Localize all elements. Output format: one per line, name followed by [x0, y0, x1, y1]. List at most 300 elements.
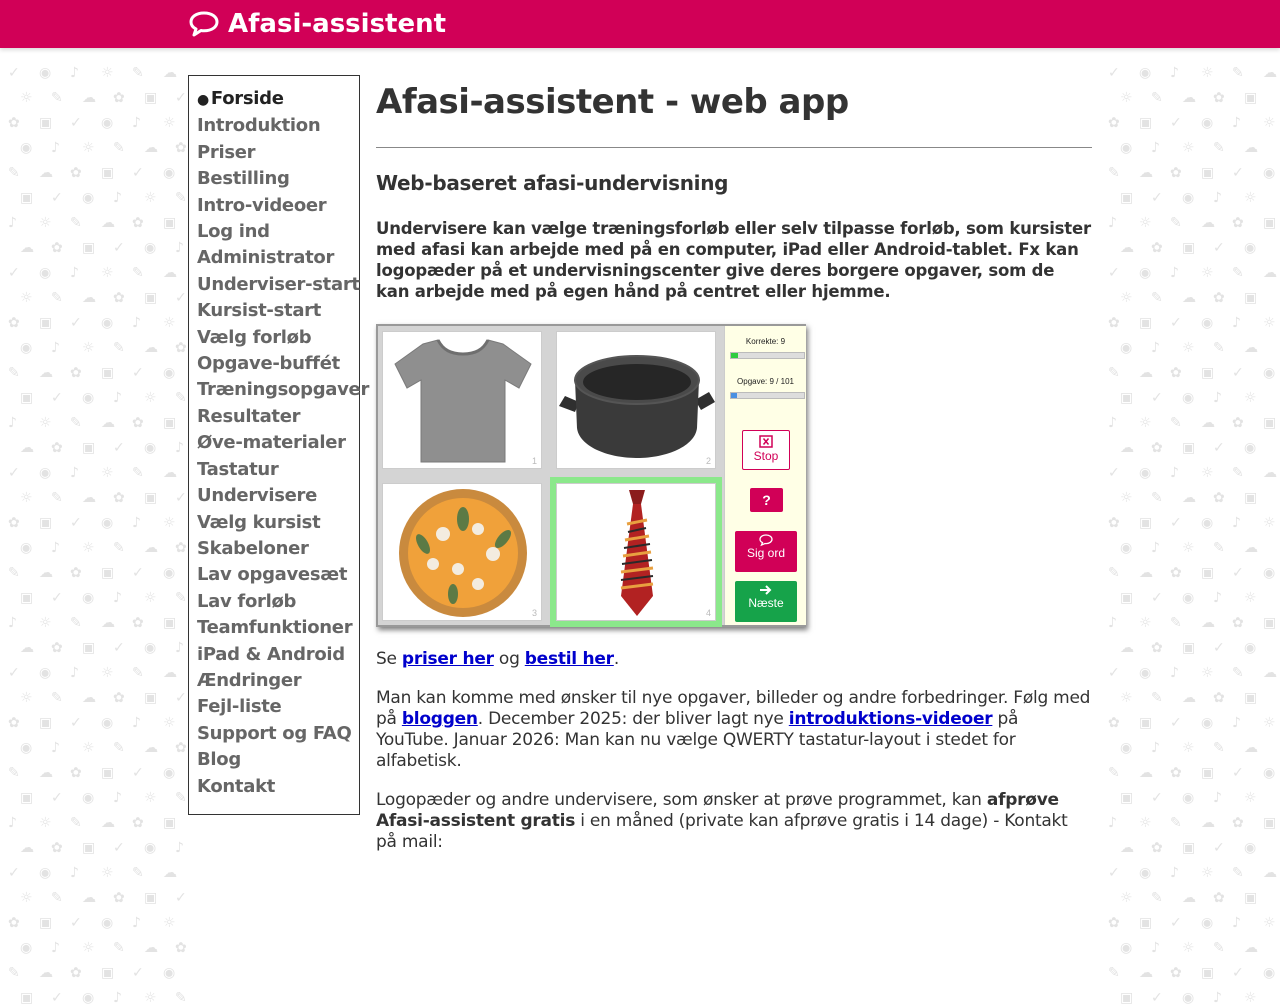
- pattern-glyph-icon: ☼: [1201, 665, 1214, 681]
- prices-paragraph: [376, 649, 1092, 670]
- pattern-glyph-icon: ☁: [144, 340, 158, 356]
- pattern-glyph-icon: ☁: [101, 815, 115, 831]
- pattern-glyph-icon: ☼: [1120, 290, 1133, 306]
- pattern-glyph-icon: ☼: [144, 590, 157, 606]
- pattern-glyph-icon: ▣: [1139, 715, 1153, 731]
- pattern-glyph-icon: ▣: [1182, 440, 1196, 456]
- nav-item-tastatur[interactable]: [197, 457, 359, 483]
- pattern-glyph-icon: ☁: [82, 890, 96, 906]
- pattern-glyph-icon: ◉: [1244, 240, 1257, 256]
- pattern-glyph-icon: ◉: [82, 590, 95, 606]
- pattern-glyph-icon: ✓: [1151, 990, 1163, 1006]
- pattern-glyph-icon: ✎: [1108, 365, 1120, 381]
- pattern-glyph-icon: ☼: [163, 315, 176, 331]
- intro-videos-link[interactable]: introduktions-videoer: [788, 709, 993, 729]
- correct-counter: Korrekte: 9: [745, 337, 786, 346]
- pattern-glyph-icon: ♪: [1151, 140, 1160, 156]
- pattern-glyph-icon: ♪: [1151, 740, 1160, 756]
- pattern-glyph-icon: ☼: [1182, 340, 1195, 356]
- pattern-glyph-icon: ☼: [163, 915, 176, 931]
- pattern-glyph-icon: ✓: [1108, 865, 1120, 881]
- pattern-glyph-icon: ☼: [101, 465, 114, 481]
- pattern-glyph-icon: ✎: [132, 265, 144, 281]
- pattern-glyph-icon: ✓: [70, 115, 82, 131]
- pattern-glyph-icon: ☼: [1201, 865, 1214, 881]
- pattern-glyph-icon: ☼: [1263, 515, 1276, 531]
- pattern-glyph-icon: ☼: [101, 665, 114, 681]
- pattern-glyph-icon: ✿: [1213, 690, 1225, 706]
- pattern-glyph-icon: ✎: [1170, 615, 1182, 631]
- pattern-glyph-icon: ▣: [1120, 190, 1134, 206]
- pattern-glyph-icon: ☁: [163, 265, 177, 281]
- pattern-glyph-icon: ♪: [132, 715, 141, 731]
- nav-item-vælg-kursist[interactable]: [197, 510, 359, 536]
- pattern-glyph-icon: ◉: [101, 315, 114, 331]
- pattern-glyph-icon: ✓: [175, 890, 187, 906]
- pattern-glyph-icon: ♪: [1232, 315, 1241, 331]
- pattern-glyph-icon: ♪: [1170, 465, 1179, 481]
- tile-pot: [556, 331, 716, 469]
- nav-item-træningsopgaver[interactable]: [197, 377, 370, 403]
- pattern-glyph-icon: ✿: [175, 340, 187, 356]
- pattern-glyph-icon: ✎: [51, 490, 63, 506]
- pattern-glyph-icon: ☁: [163, 65, 177, 81]
- pattern-glyph-icon: ♪: [175, 840, 184, 856]
- pattern-glyph-icon: ◉: [1201, 715, 1214, 731]
- pattern-glyph-icon: ✓: [1232, 965, 1244, 981]
- pattern-glyph-icon: ✿: [70, 565, 82, 581]
- pattern-glyph-icon: ▣: [1201, 565, 1215, 581]
- pattern-glyph-icon: ▣: [20, 990, 34, 1006]
- pattern-glyph-icon: ✿: [1108, 315, 1120, 331]
- pattern-glyph-icon: ✿: [51, 840, 63, 856]
- nav-item-ændringer[interactable]: [197, 668, 359, 694]
- pattern-glyph-icon: ☼: [144, 790, 157, 806]
- pattern-glyph-icon: ✎: [8, 165, 20, 181]
- pattern-glyph-icon: ♪: [51, 940, 60, 956]
- pattern-glyph-icon: ☁: [20, 840, 34, 856]
- pattern-glyph-icon: ☼: [1139, 215, 1152, 231]
- pattern-glyph-icon: ☼: [1182, 540, 1195, 556]
- pattern-glyph-icon: ✿: [1151, 840, 1163, 856]
- pattern-glyph-icon: ◉: [82, 790, 95, 806]
- prices-link[interactable]: priser her: [401, 649, 494, 669]
- pattern-glyph-icon: ♪: [1232, 715, 1241, 731]
- pattern-glyph-icon: ☁: [39, 365, 53, 381]
- text: og: [493, 649, 525, 669]
- pattern-glyph-icon: ✓: [132, 365, 144, 381]
- pattern-glyph-icon: ♪: [70, 65, 79, 81]
- pattern-glyph-icon: ✿: [1108, 915, 1120, 931]
- pattern-glyph-icon: ✓: [1108, 65, 1120, 81]
- pattern-glyph-icon: ✎: [132, 665, 144, 681]
- pattern-glyph-icon: ✓: [70, 315, 82, 331]
- nav-item-label: Lav forløb: [197, 590, 297, 612]
- pattern-glyph-icon: ☁: [82, 290, 96, 306]
- tile-number: 2: [705, 456, 711, 466]
- pattern-glyph-icon: ✎: [1213, 940, 1225, 956]
- pattern-glyph-icon: ☼: [1120, 890, 1133, 906]
- pattern-glyph-icon: ✎: [1151, 490, 1163, 506]
- nav-item-lav-opgavesæt[interactable]: [197, 562, 359, 588]
- brand-logo[interactable]: [188, 8, 446, 40]
- nav-item-label: Teamfunktioner: [197, 617, 353, 639]
- pattern-glyph-icon: ✓: [8, 65, 20, 81]
- pattern-glyph-icon: ✿: [70, 165, 82, 181]
- nav-item-label: Træningsopgaver: [197, 379, 370, 401]
- pattern-glyph-icon: ▣: [163, 215, 177, 231]
- pattern-glyph-icon: ✎: [1213, 740, 1225, 756]
- nav-item-fejl-liste[interactable]: [197, 694, 359, 720]
- pattern-glyph-icon: ✓: [132, 765, 144, 781]
- pattern-glyph-icon: ✎: [175, 590, 187, 606]
- pattern-glyph-icon: ✓: [51, 790, 63, 806]
- pattern-glyph-icon: ☁: [1263, 665, 1277, 681]
- sidebar-nav: [188, 75, 370, 815]
- pattern-glyph-icon: ✎: [175, 190, 187, 206]
- pattern-glyph-icon: ✿: [175, 740, 187, 756]
- pattern-glyph-icon: ▣: [163, 815, 177, 831]
- pattern-glyph-icon: ✎: [70, 815, 82, 831]
- pattern-glyph-icon: ☁: [1139, 365, 1153, 381]
- pattern-glyph-icon: ♪: [51, 740, 60, 756]
- order-link[interactable]: bestil her: [524, 649, 614, 669]
- pattern-glyph-icon: ☼: [101, 265, 114, 281]
- pattern-glyph-icon: ✎: [70, 415, 82, 431]
- pattern-glyph-icon: ▣: [1120, 790, 1134, 806]
- pattern-glyph-icon: ♪: [1213, 190, 1222, 206]
- stop-button[interactable]: [742, 430, 790, 470]
- nav-item-log-ind[interactable]: [197, 219, 359, 245]
- pattern-glyph-icon: ✓: [1170, 515, 1182, 531]
- pattern-glyph-icon: ✿: [1170, 765, 1182, 781]
- pattern-glyph-icon: ✓: [1213, 240, 1225, 256]
- pattern-glyph-icon: ✓: [113, 240, 125, 256]
- pattern-glyph-icon: ✎: [51, 690, 63, 706]
- pattern-glyph-icon: ☼: [20, 690, 33, 706]
- pattern-glyph-icon: ✿: [1170, 565, 1182, 581]
- pattern-glyph-icon: ✿: [70, 965, 82, 981]
- pattern-glyph-icon: ◉: [82, 190, 95, 206]
- pattern-glyph-icon: ✓: [51, 590, 63, 606]
- pattern-glyph-icon: ☁: [1263, 265, 1277, 281]
- pattern-glyph-icon: ✎: [1151, 890, 1163, 906]
- pattern-glyph-icon: ✎: [8, 565, 20, 581]
- pattern-glyph-icon: ▣: [1201, 165, 1215, 181]
- pattern-glyph-icon: ◉: [144, 440, 157, 456]
- pattern-glyph-icon: ▣: [101, 765, 115, 781]
- pattern-glyph-icon: ☼: [144, 990, 157, 1006]
- nav-item-undervisere[interactable]: [197, 483, 359, 509]
- pattern-glyph-icon: ✎: [175, 990, 187, 1006]
- pattern-glyph-icon: ◉: [82, 990, 95, 1006]
- pattern-glyph-icon: ☁: [1182, 90, 1196, 106]
- background-pattern-right: [1100, 48, 1280, 1006]
- pattern-glyph-icon: ✿: [8, 715, 20, 731]
- nav-item-skabeloner[interactable]: [197, 536, 359, 562]
- pattern-glyph-icon: ✎: [1108, 965, 1120, 981]
- pattern-glyph-icon: ✎: [1232, 865, 1244, 881]
- pattern-glyph-icon: ✓: [175, 690, 187, 706]
- pattern-glyph-icon: ◉: [1263, 365, 1276, 381]
- pattern-glyph-icon: ♪: [51, 140, 60, 156]
- pattern-glyph-icon: ♪: [1170, 65, 1179, 81]
- pattern-glyph-icon: ◉: [1244, 840, 1257, 856]
- pattern-glyph-icon: ☁: [144, 140, 158, 156]
- text: . December 2025: der bliver lagt nye: [477, 709, 789, 729]
- pattern-glyph-icon: ✿: [8, 315, 20, 331]
- pattern-glyph-icon: ▣: [20, 190, 34, 206]
- pattern-glyph-icon: ♪: [1108, 215, 1117, 231]
- pattern-glyph-icon: ✿: [175, 540, 187, 556]
- pattern-glyph-icon: ☼: [20, 290, 33, 306]
- pattern-glyph-icon: ✓: [132, 965, 144, 981]
- nav-item-label: Vælg forløb: [197, 326, 312, 348]
- pattern-glyph-icon: ◉: [101, 115, 114, 131]
- pattern-glyph-icon: ▣: [1120, 990, 1134, 1006]
- pattern-glyph-icon: ♪: [1151, 340, 1160, 356]
- pattern-glyph-icon: ✎: [113, 540, 125, 556]
- nav-item-introduktion[interactable]: [197, 113, 359, 139]
- pattern-glyph-icon: ☁: [1263, 865, 1277, 881]
- pattern-glyph-icon: ▣: [144, 890, 158, 906]
- app-demo-screenshot: [376, 324, 806, 627]
- pattern-glyph-icon: ☁: [163, 665, 177, 681]
- pattern-glyph-icon: ✿: [132, 615, 144, 631]
- pattern-glyph-icon: ✎: [113, 140, 125, 156]
- pattern-glyph-icon: ☼: [1263, 315, 1276, 331]
- pattern-glyph-icon: ♪: [175, 640, 184, 656]
- pattern-glyph-icon: ☁: [1139, 765, 1153, 781]
- pattern-glyph-icon: ☁: [1263, 465, 1277, 481]
- pattern-glyph-icon: ▣: [1244, 690, 1258, 706]
- main-content: [376, 75, 1092, 853]
- stop-label: Stop: [753, 449, 779, 463]
- pattern-glyph-icon: ▣: [1263, 215, 1277, 231]
- nav-item-label: Bestilling: [197, 168, 290, 190]
- nav-item-priser[interactable]: [197, 140, 359, 166]
- nav-item-resultater[interactable]: [197, 404, 359, 430]
- nav-item-label: Undervisere: [197, 485, 318, 507]
- pattern-glyph-icon: ☼: [1263, 115, 1276, 131]
- text: Se: [376, 649, 402, 669]
- pattern-glyph-icon: ♪: [175, 440, 184, 456]
- pattern-glyph-icon: ◉: [101, 915, 114, 931]
- tile-tie: [556, 483, 716, 621]
- nav-item-label: Blog: [197, 749, 241, 771]
- nav-item-intro-videoer[interactable]: [197, 193, 359, 219]
- nav-item-blog[interactable]: [197, 747, 359, 773]
- pattern-glyph-icon: ▣: [39, 315, 53, 331]
- pattern-glyph-icon: ♪: [113, 990, 122, 1006]
- brand-title: Afasi-assistent: [228, 9, 447, 39]
- nav-item-kontakt[interactable]: [197, 774, 359, 800]
- speech-bubble-icon: [759, 534, 773, 546]
- pattern-glyph-icon: ☁: [1201, 815, 1215, 831]
- blog-link[interactable]: bloggen: [401, 709, 478, 729]
- pattern-glyph-icon: ▣: [163, 615, 177, 631]
- pattern-glyph-icon: ◉: [1263, 965, 1276, 981]
- tile-number: 3: [531, 608, 537, 618]
- pattern-glyph-icon: ♪: [132, 515, 141, 531]
- nav-item-teamfunktioner[interactable]: [197, 615, 359, 641]
- correct-progress-bar: [730, 352, 805, 359]
- pattern-glyph-icon: ◉: [20, 140, 33, 156]
- pattern-glyph-icon: ◉: [1120, 940, 1133, 956]
- pattern-glyph-icon: ☼: [1201, 65, 1214, 81]
- pattern-glyph-icon: ☼: [1139, 415, 1152, 431]
- say-word-button[interactable]: [735, 531, 797, 572]
- pattern-glyph-icon: ✎: [8, 965, 20, 981]
- nav-item-ipad-android[interactable]: [197, 642, 359, 668]
- nav-item-support-og-faq[interactable]: [197, 721, 359, 747]
- pattern-glyph-icon: ♪: [132, 115, 141, 131]
- pattern-glyph-icon: ◉: [1182, 990, 1195, 1006]
- pattern-glyph-icon: ✎: [1232, 465, 1244, 481]
- close-box-icon: [759, 435, 773, 448]
- nav-item-øve-materialer[interactable]: [197, 430, 359, 456]
- pattern-glyph-icon: ◉: [1201, 115, 1214, 131]
- pattern-glyph-icon: ◉: [1201, 915, 1214, 931]
- pattern-glyph-icon: ♪: [1108, 815, 1117, 831]
- pattern-glyph-icon: ◉: [101, 515, 114, 531]
- pattern-glyph-icon: ◉: [1182, 190, 1195, 206]
- tile-number: 4: [705, 608, 711, 618]
- pattern-glyph-icon: ▣: [1263, 815, 1277, 831]
- pattern-glyph-icon: ☁: [82, 90, 96, 106]
- pattern-glyph-icon: ✿: [1151, 440, 1163, 456]
- pattern-glyph-icon: ✓: [51, 190, 63, 206]
- nav-item-label: Support og FAQ: [197, 722, 352, 744]
- pattern-glyph-icon: ✿: [1213, 890, 1225, 906]
- pattern-glyph-icon: ◉: [1120, 740, 1133, 756]
- pattern-glyph-icon: ◉: [163, 565, 176, 581]
- pattern-glyph-icon: ☁: [1139, 965, 1153, 981]
- pattern-glyph-icon: ✿: [175, 140, 187, 156]
- pattern-glyph-icon: ✿: [1213, 90, 1225, 106]
- pattern-glyph-icon: ✎: [132, 465, 144, 481]
- pattern-glyph-icon: ✓: [51, 990, 63, 1006]
- pattern-glyph-icon: ☁: [1244, 340, 1258, 356]
- nav-item-vælg-forløb[interactable]: [197, 325, 359, 351]
- pattern-glyph-icon: ▣: [144, 290, 158, 306]
- pattern-glyph-icon: ▣: [1263, 415, 1277, 431]
- pattern-glyph-icon: ✓: [1108, 665, 1120, 681]
- pattern-glyph-icon: ✎: [175, 390, 187, 406]
- pattern-glyph-icon: ✿: [113, 90, 125, 106]
- pattern-glyph-icon: ◉: [1263, 565, 1276, 581]
- pattern-glyph-icon: ☁: [1244, 940, 1258, 956]
- pattern-glyph-icon: ☼: [39, 815, 52, 831]
- pattern-glyph-icon: ▣: [1263, 615, 1277, 631]
- pattern-glyph-icon: ☁: [1182, 890, 1196, 906]
- trial-bold: afprøve Afasi-assistent gratis: [376, 790, 1059, 831]
- nav-item-bestilling[interactable]: [197, 166, 359, 192]
- pattern-glyph-icon: ☁: [1120, 640, 1134, 656]
- pattern-glyph-icon: ☁: [1139, 565, 1153, 581]
- pattern-glyph-icon: ☼: [20, 890, 33, 906]
- pattern-glyph-icon: ♪: [1170, 265, 1179, 281]
- nav-item-label: Log ind: [197, 221, 270, 243]
- pattern-glyph-icon: ✎: [1170, 815, 1182, 831]
- text: .: [613, 649, 619, 669]
- pattern-glyph-icon: ✓: [1151, 390, 1163, 406]
- pattern-glyph-icon: ✎: [1151, 690, 1163, 706]
- pattern-glyph-icon: ✎: [1151, 290, 1163, 306]
- pattern-glyph-icon: ✓: [70, 515, 82, 531]
- nav-item-label: iPad & Android: [197, 643, 345, 665]
- pattern-glyph-icon: ♪: [175, 240, 184, 256]
- next-button[interactable]: [735, 581, 797, 622]
- nav-item-label: Lav opgavesæt: [197, 564, 348, 586]
- pattern-glyph-icon: ▣: [82, 240, 96, 256]
- pattern-glyph-icon: ◉: [1182, 390, 1195, 406]
- pattern-glyph-icon: ☼: [1182, 940, 1195, 956]
- nav-item-label: Opgave-buffét: [197, 353, 340, 375]
- nav-item-kursist-start[interactable]: [197, 298, 359, 324]
- pattern-glyph-icon: ✿: [113, 890, 125, 906]
- nav-item-forside[interactable]: [197, 86, 359, 113]
- pattern-glyph-icon: ✓: [1151, 190, 1163, 206]
- nav-item-label: Ændringer: [197, 669, 302, 691]
- app-control-panel: [724, 326, 806, 625]
- pattern-glyph-icon: ☼: [1244, 590, 1257, 606]
- pattern-glyph-icon: ☁: [1201, 615, 1215, 631]
- pattern-glyph-icon: ✿: [1232, 615, 1244, 631]
- pattern-glyph-icon: ♪: [132, 315, 141, 331]
- pattern-glyph-icon: ▣: [101, 165, 115, 181]
- pattern-glyph-icon: ✿: [113, 490, 125, 506]
- nav-item-lav-forløb[interactable]: [197, 589, 359, 615]
- pattern-glyph-icon: ✓: [1232, 565, 1244, 581]
- pattern-glyph-icon: ✿: [70, 765, 82, 781]
- pattern-glyph-icon: ☼: [39, 415, 52, 431]
- pot-icon: [557, 332, 717, 470]
- pattern-glyph-icon: ☼: [39, 615, 52, 631]
- pattern-glyph-icon: ♪: [70, 265, 79, 281]
- pattern-glyph-icon: ▣: [1120, 390, 1134, 406]
- tile-tshirt: [382, 331, 542, 469]
- pattern-glyph-icon: ☼: [1120, 490, 1133, 506]
- help-button[interactable]: ?: [750, 488, 783, 512]
- pattern-glyph-icon: ♪: [8, 815, 17, 831]
- pattern-glyph-icon: ✓: [51, 390, 63, 406]
- text: Logopæder og andre undervisere, som ønsker at prøve programmet, kan: [376, 790, 987, 810]
- pattern-glyph-icon: ◉: [39, 65, 52, 81]
- nav-item-administrator[interactable]: [197, 245, 359, 271]
- pattern-glyph-icon: ▣: [1244, 290, 1258, 306]
- pattern-glyph-icon: ✿: [1170, 365, 1182, 381]
- pattern-glyph-icon: ☼: [1201, 465, 1214, 481]
- pattern-glyph-icon: ♪: [113, 190, 122, 206]
- pattern-glyph-icon: ☼: [1120, 690, 1133, 706]
- pattern-glyph-icon: ◉: [20, 940, 33, 956]
- pattern-glyph-icon: ✎: [51, 290, 63, 306]
- pattern-glyph-icon: ✓: [70, 715, 82, 731]
- pattern-glyph-icon: ✎: [113, 740, 125, 756]
- pattern-glyph-icon: ☁: [1244, 740, 1258, 756]
- pattern-glyph-icon: ✎: [1151, 90, 1163, 106]
- pattern-glyph-icon: ◉: [39, 865, 52, 881]
- pattern-glyph-icon: ▣: [39, 715, 53, 731]
- nav-item-underviser-start[interactable]: [197, 272, 359, 298]
- pattern-glyph-icon: ✓: [1170, 915, 1182, 931]
- nav-item-label: Priser: [197, 141, 256, 163]
- nav-item-opgave-buff-t[interactable]: [197, 351, 359, 377]
- pattern-glyph-icon: ✿: [132, 815, 144, 831]
- pattern-glyph-icon: ♪: [8, 415, 17, 431]
- pattern-glyph-icon: ☁: [144, 940, 158, 956]
